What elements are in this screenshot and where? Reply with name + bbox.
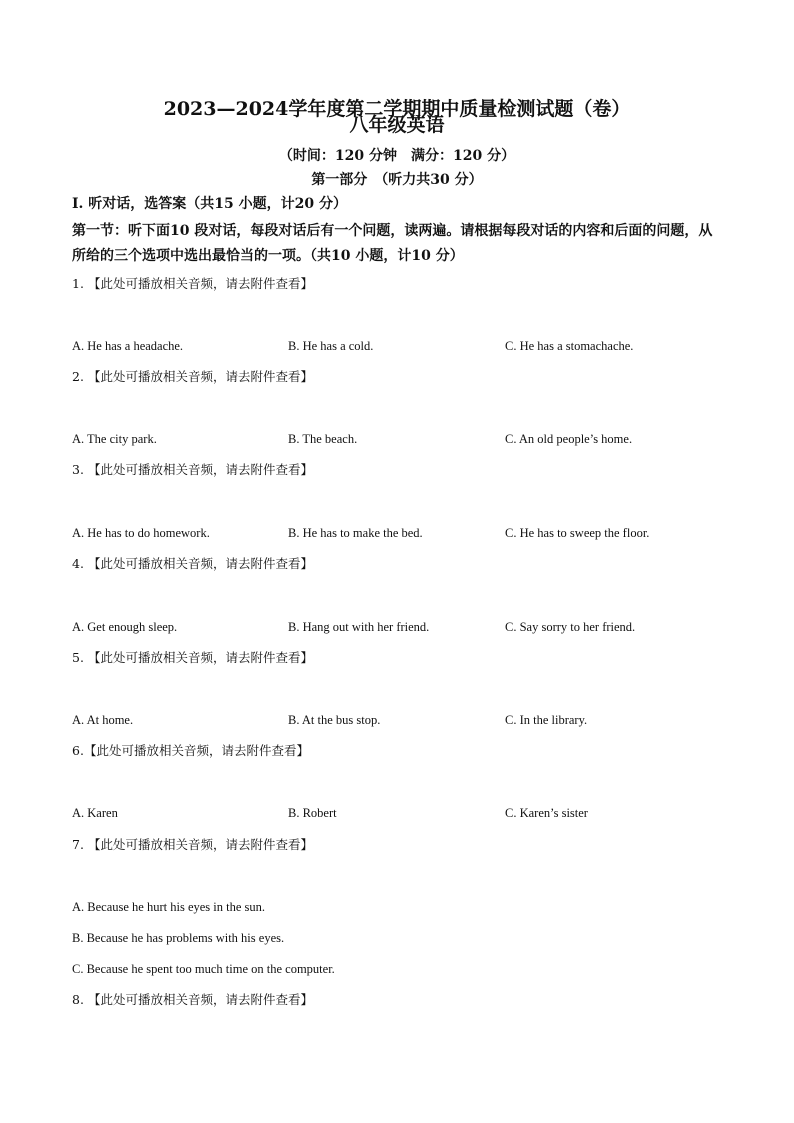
question-number: 4. (72, 556, 84, 571)
option-b: B. Robert (288, 806, 337, 820)
option-c: C. Karen’s sister (505, 806, 588, 820)
question-number: 3. (72, 462, 84, 477)
question-7 (72, 837, 313, 853)
question-2 (72, 369, 313, 385)
audio-placeholder: 【此处可播放相关音频，请去附件查看】 (87, 276, 313, 291)
audio-placeholder: 【此处可播放相关音频，请去附件查看】 (87, 992, 313, 1007)
audio-placeholder: 【此处可播放相关音频，请去附件查看】 (87, 462, 313, 477)
option-b: B. He has a cold. (288, 339, 374, 353)
option-a: A. Get enough sleep. (72, 620, 178, 634)
option-c: C. He has a stomachache. (505, 339, 634, 353)
section-heading: Ⅰ. 听对话，选答案（共15 小题，计20 分） (72, 196, 348, 212)
option-a: A. The city park. (72, 432, 157, 446)
question-1 (72, 276, 313, 292)
option-b: B. Because he has problems with his eyes. (72, 931, 285, 945)
option-b: B. He has to make the bed. (288, 526, 423, 540)
option-a: A. Because he hurt his eyes in the sun. (72, 900, 266, 914)
question-number: 6. (72, 743, 84, 758)
option-c: C. He has to sweep the floor. (505, 526, 650, 540)
part-heading: 第一部分 （听力共30 分） (311, 172, 483, 188)
option-a: A. He has a headache. (72, 339, 184, 353)
option-c: C. An old people’s home. (505, 432, 633, 446)
audio-placeholder: 【此处可播放相关音频，请去附件查看】 (87, 650, 313, 665)
exam-time-score: （时间：120 分钟 满分：120 分） (278, 148, 516, 164)
audio-placeholder: 【此处可播放相关音频，请去附件查看】 (87, 837, 313, 852)
option-a: A. Karen (72, 806, 118, 820)
question-number: 1. (72, 276, 84, 291)
question-5 (72, 650, 313, 666)
option-c: C. Say sorry to her friend. (505, 620, 636, 634)
question-4 (72, 556, 313, 572)
option-b: B. Hang out with her friend. (288, 620, 430, 634)
question-number: 8. (72, 992, 84, 1007)
exam-subtitle: 八年级英语 (349, 114, 445, 136)
option-c: C. In the library. (505, 713, 588, 727)
option-b: B. At the bus stop. (288, 713, 381, 727)
audio-placeholder: 【此处可播放相关音频，请去附件查看】 (87, 369, 313, 384)
exam-title: 2023—2024学年度第二学期期中质量检测试题（卷） (163, 98, 631, 120)
option-a: A. At home. (72, 713, 134, 727)
audio-placeholder: 【此处可播放相关音频，请去附件查看】 (83, 743, 309, 758)
option-b: B. The beach. (288, 432, 358, 446)
question-number: 5. (72, 650, 84, 665)
section-instructions: 第一节：听下面10 段对话，每段对话后有一个问题，读两遍。请根据每段对话的内容和后面的问题，从所给的三个选项中选出最恰当的一项。（共10 小题，计10 分） (72, 223, 713, 264)
question-8 (72, 992, 313, 1008)
question-6 (72, 743, 309, 759)
option-c: C. Because he spent too much time on the computer. (72, 962, 335, 976)
question-number: 7. (72, 837, 84, 852)
audio-placeholder: 【此处可播放相关音频，请去附件查看】 (87, 556, 313, 571)
question-3 (72, 462, 313, 478)
option-a: A. He has to do homework. (72, 526, 210, 540)
question-number: 2. (72, 369, 84, 384)
